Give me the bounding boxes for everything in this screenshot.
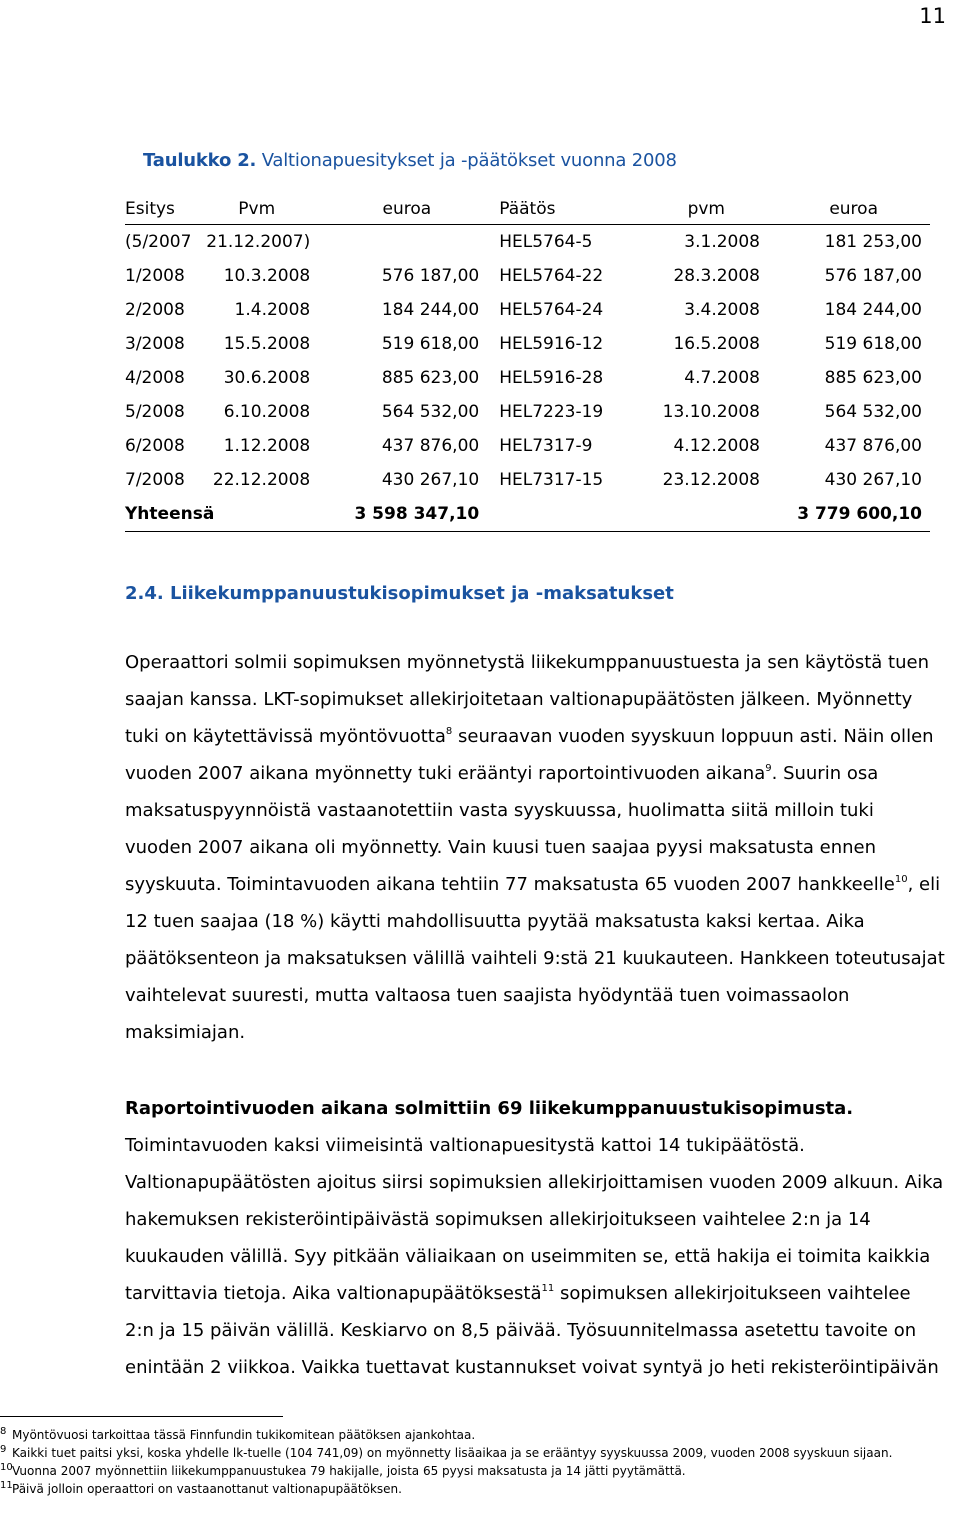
- body-paragraph: [125, 1090, 945, 1386]
- total-decisions: 3 779 600,10: [760, 497, 930, 532]
- col-header-decision-amount: euroa: [760, 194, 930, 225]
- grants-table: [125, 194, 930, 532]
- cell: 3.1.2008: [684, 232, 760, 252]
- table-row: [125, 293, 930, 327]
- cell: 2/2008: [125, 300, 185, 320]
- cell: HEL5764-24: [499, 300, 604, 320]
- footnote-divider: [0, 1416, 283, 1417]
- table-row: [125, 225, 930, 260]
- footnote-ref: 10: [894, 874, 908, 885]
- cell: [629, 497, 760, 532]
- cell: 6.10.2008: [223, 402, 311, 422]
- caption-text: Valtionapuesitykset ja -päätökset vuonna 2008: [261, 150, 677, 171]
- footnote: 10 Vuonna 2007 myönnettiin liikekumppanuustukea 79 hakijalle, joista 65 pyysi maksatusta ja 14 jätti pyytämättä.: [0, 1462, 686, 1478]
- cell: 21.12.2007): [206, 232, 311, 252]
- cell: 4.7.2008: [684, 368, 760, 388]
- cell: 430 267,10: [824, 470, 922, 490]
- text-run: seuraavan vuoden syyskuun loppuun asti. Näin ollen vuoden 2007 aikana myönnetty tuki erääntyi raportointivuoden aikana: [125, 726, 934, 784]
- cell: [310, 225, 479, 260]
- footnote-text: Vuonna 2007 myönnettiin liikekumppanuustukea 79 hakijalle, joista 65 pyysi maksatusta ja 14 jätti pyytämättä.: [12, 1464, 686, 1478]
- cell: 430 267,10: [381, 470, 480, 490]
- text-run: . Suurin osa maksatuspyynnöistä vastaanotettiin vasta syyskuussa, huolimatta siitä milloin tuki vuoden 2007 aikana oli myönnetty. Vain kuusi tuen saajaa pyysi maksatusta ennen syyskuuta. Toimintavuoden aikana tehtiin 77 maksatusta 65 vuoden 2007 hankkeelle: [125, 763, 895, 895]
- footnote: 11 Päivä jolloin operaattori on vastaanottanut valtionapupäätöksen.: [0, 1480, 402, 1496]
- total-proposals: 3 598 347,10: [310, 497, 479, 532]
- cell: HEL5764-5: [499, 232, 593, 252]
- cell: 23.12.2008: [662, 470, 760, 490]
- text-run: Toimintavuoden kaksi viimeisintä valtionapuesitystä kattoi 14 tukipäätöstä. Valtionapupäätösten ajoitus siirsi sopimuksien allekirjoittamisen vuoden 2009 alkuun. Aika hakemuksen rekisteröintipäivästä sopimuksen allekirjoitukseen vaihtelee 2:n ja 14 kuukauden välillä. Syy pitkään väliaikaan on useimmiten se, että hakija ei toimita kaikkia tarvittavia tietoja. Aika valtionapupäätöksestä: [125, 1135, 944, 1304]
- cell: 3.4.2008: [684, 300, 760, 320]
- caption-label: Taulukko 2.: [143, 150, 257, 171]
- total-label: Yhteensä: [125, 497, 310, 532]
- footnote: 9 Kaikki tuet paitsi yksi, koska yhdelle lk-tuelle (104 741,09) on myönnetty lisäaikaa ja se erääntyy syyskuussa 2009, vuoden 2008 syyskuun sijaan.: [0, 1444, 893, 1460]
- cell: 1/2008: [125, 266, 185, 286]
- footnote-ref: 8: [445, 726, 453, 737]
- cell: 885 623,00: [824, 368, 922, 388]
- cell: 6/2008: [125, 436, 185, 456]
- cell: 184 244,00: [381, 300, 480, 320]
- cell: 576 187,00: [824, 266, 922, 286]
- cell: 5/2008: [125, 402, 185, 422]
- cell: HEL7317-9: [499, 436, 593, 456]
- cell: 437 876,00: [824, 436, 922, 456]
- table-row: [125, 395, 930, 429]
- footnote-ref: 9: [765, 763, 772, 774]
- bold-sentence: Raportointivuoden aikana solmittiin 69 liikekumppanuustukisopimusta.: [125, 1098, 854, 1119]
- footnote: 8 Myöntövuosi tarkoittaa tässä Finnfundin tukikomitean päätöksen ajankohtaa.: [0, 1426, 476, 1442]
- col-header-date: Pvm: [203, 194, 310, 225]
- table-caption: [143, 150, 677, 171]
- cell: 28.3.2008: [673, 266, 760, 286]
- cell: HEL5764-22: [499, 266, 604, 286]
- table-row: [125, 259, 930, 293]
- col-header-decision-date: pvm: [629, 194, 760, 225]
- cell: 4.12.2008: [673, 436, 760, 456]
- cell: 184 244,00: [824, 300, 922, 320]
- cell: 519 618,00: [381, 334, 480, 354]
- cell: 564 532,00: [381, 402, 480, 422]
- cell: 7/2008: [125, 470, 185, 490]
- cell: 1.4.2008: [234, 300, 311, 320]
- table-total-row: [125, 497, 930, 532]
- cell: HEL7223-19: [499, 402, 604, 422]
- table-row: [125, 429, 930, 463]
- cell: 13.10.2008: [662, 402, 760, 422]
- cell: 1.12.2008: [223, 436, 311, 456]
- cell: 519 618,00: [824, 334, 922, 354]
- cell: HEL5916-12: [499, 334, 604, 354]
- text-run: sopimuksen allekirjoitukseen vaihtelee 2:n ja 15 päivän välillä. Keskiarvo on 8,5 päivää. Työsuunnitelmassa asetettu tavoite on enintään 2 viikkoa. Vaikka tuettavat kustannukset voivat syntyä jo heti rekisteröintipäivän: [125, 1283, 939, 1378]
- footnote-text: Myöntövuosi tarkoittaa tässä Finnfundin tukikomitean päätöksen ajankohtaa.: [12, 1428, 476, 1442]
- footnote-text: Päivä jolloin operaattori on vastaanottanut valtionapupäätöksen.: [12, 1482, 402, 1496]
- cell: [479, 497, 629, 532]
- col-header-decision: Päätös: [479, 194, 629, 225]
- table-header-row: [125, 194, 930, 225]
- cell: HEL5916-28: [499, 368, 604, 388]
- table-row: [125, 361, 930, 395]
- cell: 181 253,00: [824, 232, 922, 252]
- cell: 4/2008: [125, 368, 185, 388]
- cell: HEL7317-15: [499, 470, 604, 490]
- cell: 3/2008: [125, 334, 185, 354]
- text-run: Operaattori solmii sopimuksen myönnetystä liikekumppanuustuesta ja sen käytöstä tuen saajan kanssa. LKT-sopimukset allekirjoitetaan valtionapupäätösten jälkeen. Myönnetty tuki on käytettävissä myöntövuotta: [125, 652, 929, 747]
- cell: 885 623,00: [381, 368, 480, 388]
- table-row: [125, 463, 930, 497]
- cell: 16.5.2008: [673, 334, 760, 354]
- cell: 30.6.2008: [223, 368, 311, 388]
- cell: 564 532,00: [824, 402, 922, 422]
- body-paragraph: [125, 644, 945, 1051]
- col-header-proposal: Esitys: [125, 194, 203, 225]
- cell: (5/2007: [125, 232, 192, 252]
- cell: 437 876,00: [381, 436, 480, 456]
- cell: 22.12.2008: [212, 470, 311, 490]
- page-number: 11: [919, 4, 946, 28]
- cell: 10.3.2008: [223, 266, 311, 286]
- cell: 576 187,00: [381, 266, 480, 286]
- footnotes: [0, 1428, 960, 1500]
- text-run: , eli 12 tuen saajaa (18 %) käytti mahdollisuutta pyytää maksatusta kaksi kertaa. Aika päätöksenteon ja maksatuksen välillä vaihteli 9:stä 21 kuukauteen. Hankkeen toteutusajat vaihtelevat suuresti, mutta valtaosa tuen saajista hyödyntää tuen voimassaolon maksimiajan.: [125, 874, 945, 1043]
- footnote-text: Kaikki tuet paitsi yksi, koska yhdelle lk-tuelle (104 741,09) on myönnetty lisäaikaa ja se erääntyy syyskuussa 2009, vuoden 2008 syyskuun sijaan.: [12, 1446, 893, 1460]
- col-header-amount: euroa: [310, 194, 479, 225]
- section-heading: 2.4. Liikekumppanuustukisopimukset ja -maksatukset: [125, 583, 674, 604]
- cell: 15.5.2008: [223, 334, 311, 354]
- footnote-ref: 11: [541, 1283, 555, 1294]
- table-row: [125, 327, 930, 361]
